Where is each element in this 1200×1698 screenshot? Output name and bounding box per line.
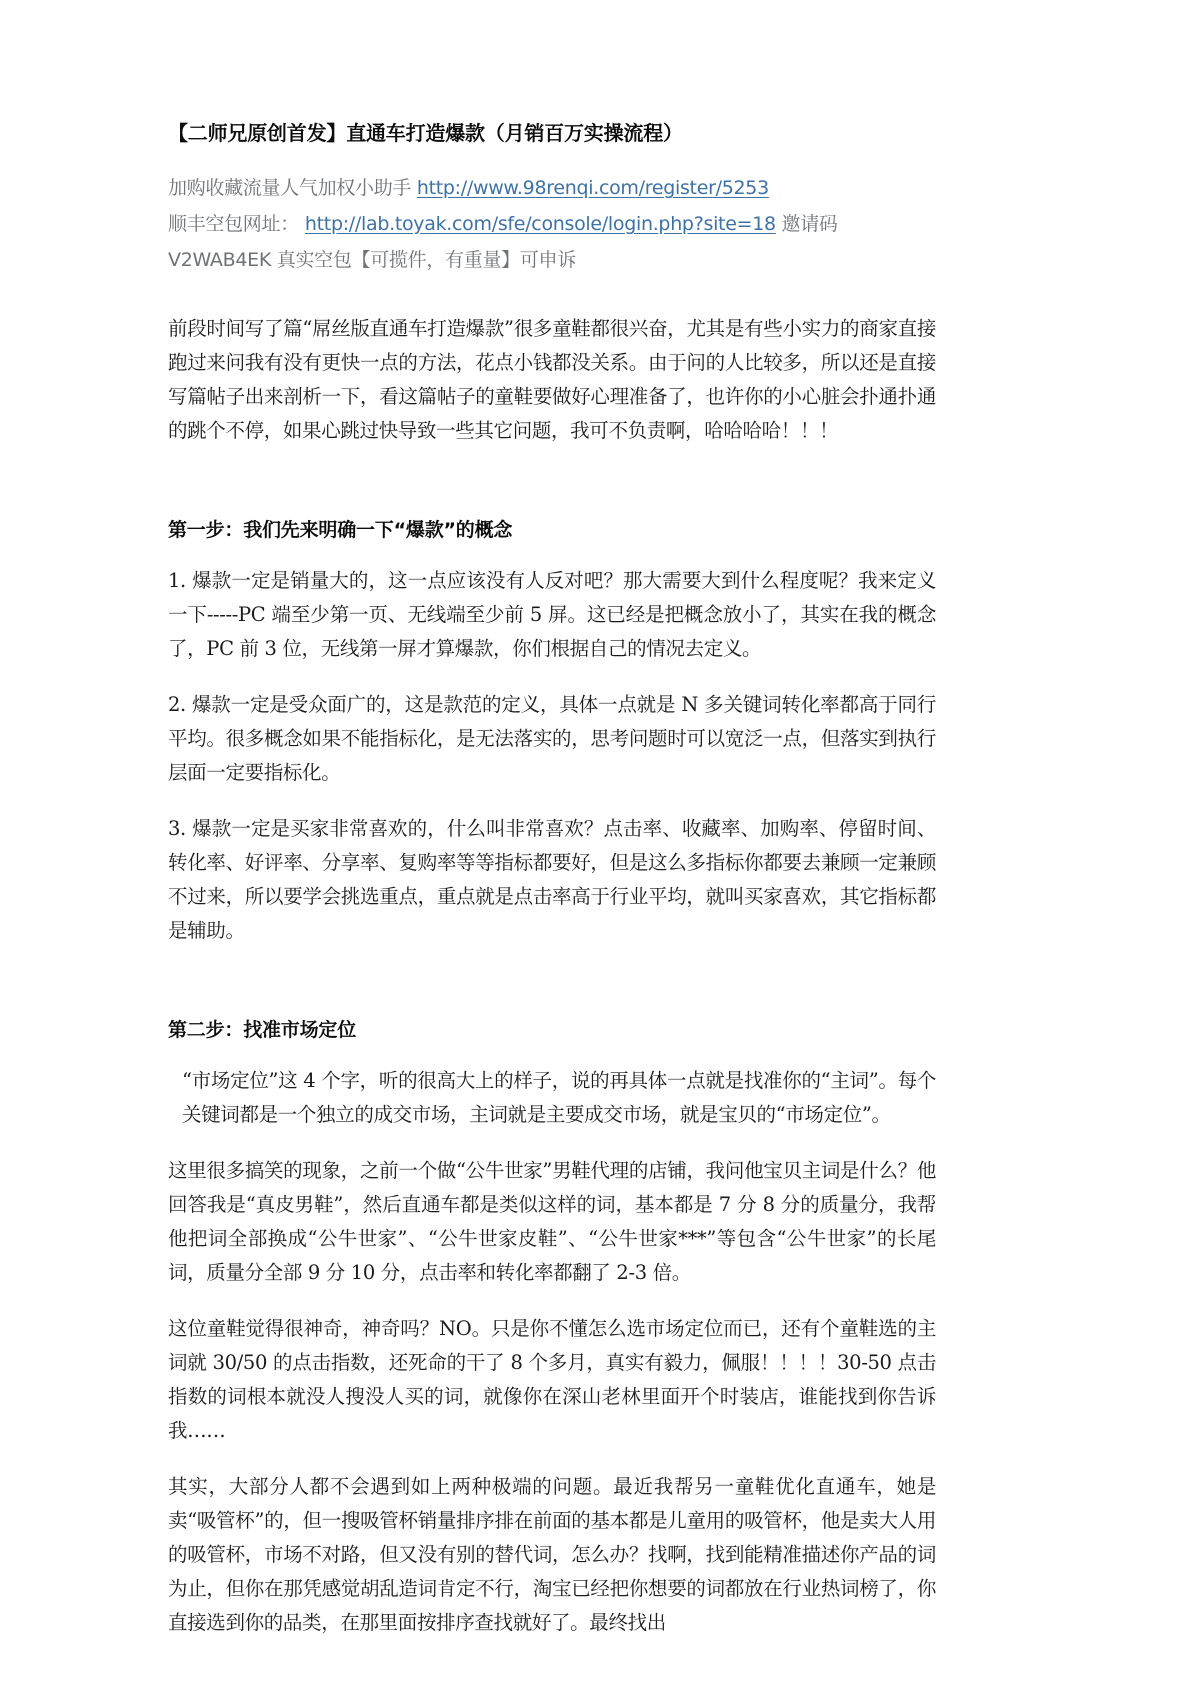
- step2-paragraph-3: 这位童鞋觉得很神奇，神奇吗？NO。只是你不懂怎么选市场定位而已，还有个童鞋选的主词就 30/50 的点击指数，还死命的干了 8 个多月，真实有毅力，佩服！！！！30-50 点击指数的词根本就没人搜没人买的词，就像你在深山老林里面开个时装店，谁能找到你告诉我……: [168, 1317, 936, 1442]
- promo-links-block: [168, 170, 936, 278]
- intro-paragraph: 前段时间写了篇“屌丝版直通车打造爆款”很多童鞋都很兴奋，尤其是有些小实力的商家直接跑过来问我有没有更快一点的方法，花点小钱都没关系。由于问的人比较多，所以还是直接写篇帖子出来剖析一下，看这篇帖子的童鞋要做好心理准备了，也许你的小心脏会扑通扑通的跳个不停，如果心跳过快导致一些其它问题，我可不负责啊，哈哈哈哈！！！: [168, 317, 936, 442]
- toyak-console-link[interactable]: http://lab.toyak.com/sfe/console/login.php?site=18: [304, 213, 776, 235]
- section-spacer-2: [168, 970, 936, 1016]
- step2-paragraph-2: 这里很多搞笑的现象，之前一个做“公牛世家”男鞋代理的店铺，我问他宝贝主词是什么？他回答我是“真皮男鞋”，然后直通车都是类似这样的词，基本都是 7 分 8 分的质量分，我帮他把词全部换成“公牛世家”、“公牛世家皮鞋”、“公牛世家***”等包含“公牛世家”的长尾词，质量分全部 9 分 10 分，点击率和转化率都翻了 2-3 倍。: [168, 1159, 936, 1284]
- page-title: 【二师兄原创首发】直通车打造爆款（月销百万实操流程）: [168, 121, 683, 145]
- section-heading-step-1: 第一步：我们先来明确一下“爆款”的概念: [168, 519, 513, 541]
- section-heading-step-2: 第二步：找准市场定位: [168, 1019, 357, 1041]
- promo-line-1-prefix: 加购收藏流量人气加权小助手: [168, 177, 417, 199]
- step1-item-3: 3. 爆款一定是买家非常喜欢的，什么叫非常喜欢？点击率、收藏率、加购率、停留时间、转化率、好评率、分享率、复购率等等指标都要好，但是这么多指标你都要去兼顾一定兼顾不过来，所以要学会挑选重点，重点就是点击率高于行业平均，就叫买家喜欢，其它指标都是辅助。: [168, 817, 936, 942]
- promo-line-2-prefix: 顺丰空包网址：: [168, 213, 299, 235]
- promo-line-1: [168, 170, 936, 206]
- promo-line-2-suffix: 邀请码: [775, 213, 838, 235]
- document-content: [168, 118, 936, 1662]
- promo-line-3: V2WAB4EK 真实空包【可揽件，有重量】可申诉: [168, 249, 576, 271]
- section-spacer-1: [168, 470, 936, 516]
- step1-item-1: 1. 爆款一定是销量大的，这一点应该没有人反对吧？那大需要大到什么程度呢？我来定义一下-----PC 端至少第一页、无线端至少前 5 屏。这已经是把概念放小了，其实在我的概念了，PC 前 3 位，无线第一屏才算爆款，你们根据自己的情况去定义。: [168, 569, 936, 660]
- renqi-register-link[interactable]: http://www.98renqi.com/register/5253: [416, 177, 769, 199]
- step2-paragraph-4: 其实，大部分人都不会遇到如上两种极端的问题。最近我帮另一童鞋优化直通车，她是卖“吸管杯”的，但一搜吸管杯销量排序排在前面的基本都是儿童用的吸管杯，他是卖大人用的吸管杯，市场不对路，但又没有别的替代词，怎么办？找啊，找到能精准描述你产品的词为止，但你在那凭感觉胡乱造词肯定不行，淘宝已经把你想要的词都放在行业热词榜了，你直接选到你的品类，在那里面按排序查找就好了。最终找出: [168, 1475, 936, 1634]
- promo-line-2: [168, 206, 936, 242]
- step2-paragraph-1: “市场定位”这 4 个字，听的很高大上的样子，说的再具体一点就是找准你的“主词”。每个关键词都是一个独立的成交市场，主词就是主要成交市场，就是宝贝的“市场定位”。: [182, 1069, 936, 1126]
- step1-item-2: 2. 爆款一定是受众面广的，这是款范的定义，具体一点就是 N 多关键词转化率都高于同行平均。很多概念如果不能指标化，是无法落实的，思考问题时可以宽泛一点，但落实到执行层面一定要指标化。: [168, 693, 936, 784]
